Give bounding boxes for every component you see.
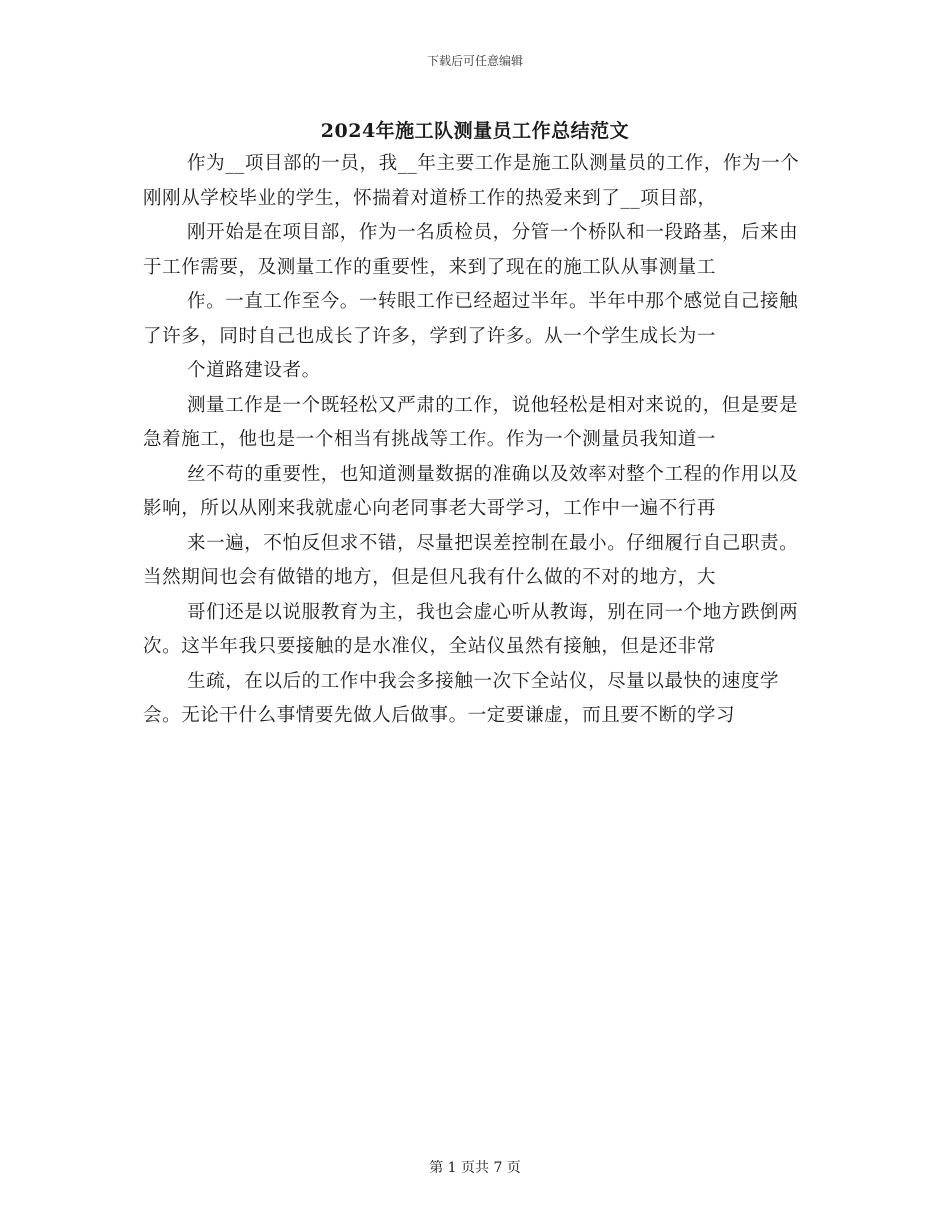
document-title: 2024年施工队测量员工作总结范文	[320, 120, 630, 142]
paragraph: 测量工作是一个既轻松又严肃的工作，说他轻松是相对来说的，但是要是急着施工，他也是一个相当有挑战等工作。作为一个测量员我知道一	[143, 394, 799, 450]
paragraph: 哥们还是以说服教育为主，我也会虚心听从教诲，别在同一个地方跌倒两次。这半年我只要接触的是水准仪，全站仪虽然有接触，但是还非常	[143, 601, 799, 657]
paragraph: 丝不苟的重要性，也知道测量数据的准确以及效率对整个工程的作用以及影响，所以从刚来我就虚心向老同事老大哥学习，工作中一遍不行再	[143, 463, 799, 519]
paragraph: 来一遍，不怕反但求不错，尽量把误差控制在最小。仔细履行自己职责。当然期间也会有做错的地方，但是但凡我有什么做的不对的地方，大	[143, 532, 799, 588]
paragraph: 作。一直工作至今。一转眼工作已经超过半年。半年中那个感觉自己接触了许多，同时自己也成长了许多，学到了许多。从一个学生成长为一	[143, 291, 799, 347]
document-body	[143, 147, 813, 734]
paragraph: 生疏，在以后的工作中我会多接触一次下全站仪，尽量以最快的速度学会。无论干什么事情要先做人后做事。一定要谦虚，而且要不断的学习	[143, 670, 780, 726]
paragraph: 个道路建设者。	[187, 360, 321, 381]
paragraph: 作为__项目部的一员，我__年主要工作是施工队测量员的工作，作为一个刚刚从学校毕业的学生，怀揣着对道桥工作的热爱来到了__项目部，	[143, 153, 800, 209]
paragraph: 刚开始是在项目部，作为一名质检员，分管一个桥队和一段路基，后来由于工作需要，及测量工作的重要性，来到了现在的施工队从事测量工	[143, 222, 799, 278]
page-header-note: 下载后可任意编辑	[426, 54, 523, 68]
page-number: 第 1 页共 7 页	[429, 1160, 521, 1176]
